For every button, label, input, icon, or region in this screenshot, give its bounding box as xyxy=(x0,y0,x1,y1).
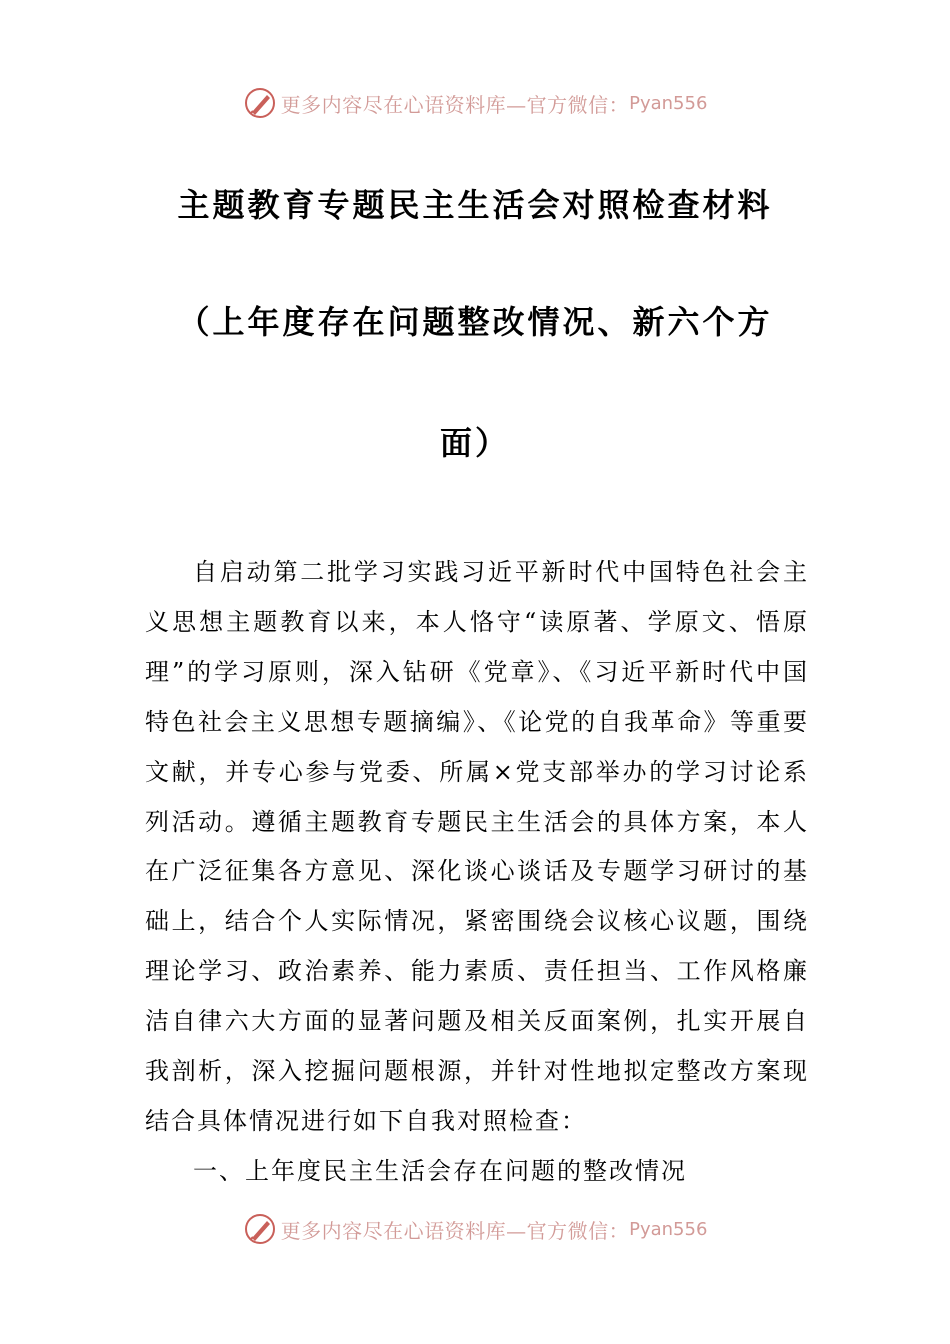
watermark-slogan: 更多内容尽在心语资料库—官方微信： xyxy=(280,92,630,117)
watermark-banner-bottom xyxy=(0,1209,950,1249)
pen-logo-icon xyxy=(243,86,277,120)
pen-logo-icon xyxy=(243,1212,277,1246)
document-title-line-2: （上年度存在问题整改情况、新六个方 xyxy=(177,303,773,341)
watermark-banner-top xyxy=(0,83,950,123)
document-title-line-3: 面） xyxy=(439,424,510,462)
watermark-contact: Pyan556 xyxy=(629,92,708,114)
document-body xyxy=(145,548,809,1197)
body-paragraph: 自启动第二批学习实践习近平新时代中国特色社会主义思想主题教育以来，本人恪守“读原著、学原文、悟原理”的学习原则，深入钻研《党章》、《习近平新时代中国特色社会主义思想专题摘编》、《论党的自我革命》等重要文献，并专心参与党委、所属×党支部举办的学习讨论系列活动。遵循主题教育专题民主生活会的具体方案，本人在广泛征集各方意见、深化谈心谈话及专题学习研讨的基础上，结合个人实际情况，紧密围绕会议核心议题，围绕理论学习、政治素养、能力素质、责任担当、工作风格廉洁自律六大方面的显著问题及相关反面案例，扎实开展自我剖析，深入挖掘问题根源，并针对性地拟定整改方案现结合具体情况进行如下自我对照检查： xyxy=(145,558,809,1135)
watermark-slogan: 更多内容尽在心语资料库—官方微信： xyxy=(280,1218,630,1243)
section-heading: 一、上年度民主生活会存在问题的整改情况 xyxy=(193,1156,687,1185)
watermark-contact: Pyan556 xyxy=(629,1218,708,1240)
document-title-line-1: 主题教育专题民主生活会对照检查材料 xyxy=(177,186,773,224)
